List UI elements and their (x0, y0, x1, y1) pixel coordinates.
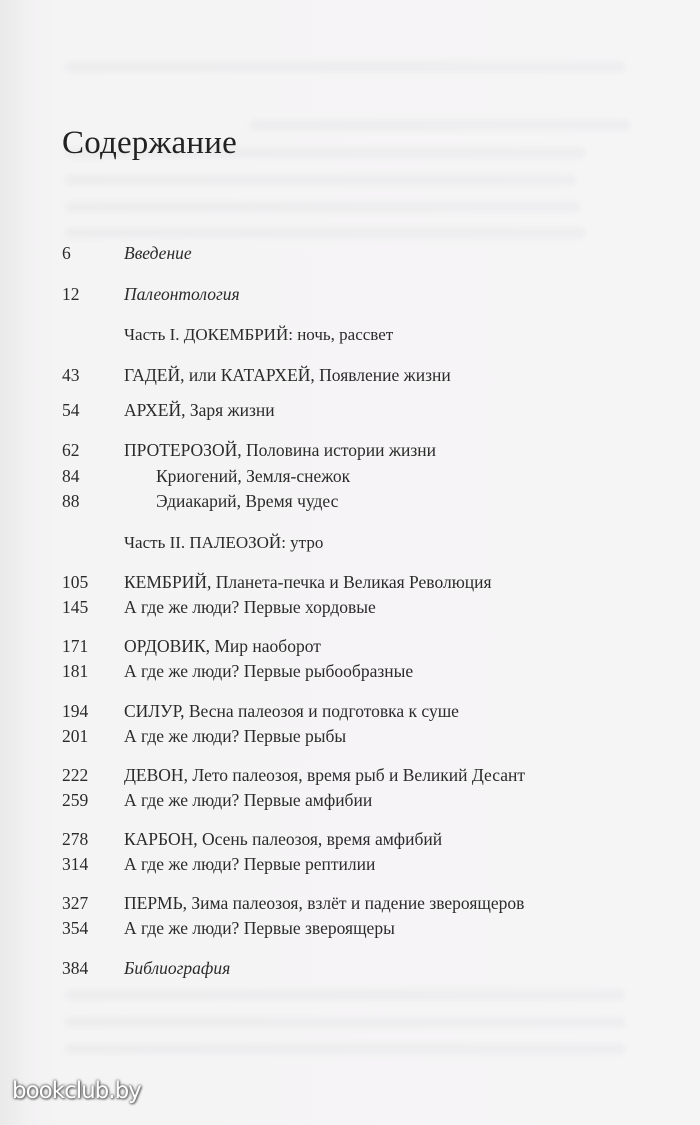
toc-page-number: 384 (62, 958, 89, 978)
show-through-text (65, 228, 585, 238)
toc-title: Введение (124, 243, 192, 263)
toc-subentry (62, 466, 350, 486)
toc-page-number: 145 (62, 597, 89, 617)
toc-page-number: 201 (62, 726, 89, 746)
toc-title: ДЕВОН, Лето палеозоя, время рыб и Великий Десант (124, 765, 526, 785)
show-through-text (65, 990, 625, 1000)
toc-title: Часть I. ДОКЕМБРИЙ: ночь, рассвет (124, 325, 394, 344)
watermark-logo: bookclub.by (12, 1078, 141, 1104)
toc-page-number: 181 (62, 661, 89, 681)
toc-page-number: 54 (62, 400, 80, 420)
toc-page-number: 222 (62, 765, 89, 785)
show-through-text (65, 1017, 625, 1027)
toc-part-heading (62, 324, 393, 345)
toc-title: А где же люди? Первые рыбы (124, 726, 347, 746)
toc-entry (62, 958, 230, 978)
toc-title: А где же люди? Первые хордовые (124, 597, 376, 617)
toc-page-number: 171 (62, 636, 89, 656)
toc-title: А где же люди? Первые рептилии (124, 854, 376, 874)
toc-entry (62, 893, 524, 913)
toc-page-number: 105 (62, 572, 89, 592)
toc-entry (62, 661, 413, 681)
toc-entry (62, 765, 525, 785)
toc-title: СИЛУР, Весна палеозоя и подготовка к суше (124, 701, 459, 721)
page-title: Содержание (62, 125, 237, 162)
toc-page-number: 43 (62, 365, 80, 385)
toc-title: КАРБОН, Осень палеозоя, время амфибий (124, 829, 443, 849)
toc-entry (62, 829, 442, 849)
toc-page-number: 194 (62, 701, 89, 721)
toc-page-number: 84 (62, 466, 80, 486)
toc-page-number: 62 (62, 440, 80, 460)
toc-title: Криогений, Земля-снежок (156, 466, 351, 486)
toc-page-number: 278 (62, 829, 89, 849)
toc-entry (62, 243, 192, 263)
toc-entry (62, 726, 346, 746)
toc-title: А где же люди? Первые рыбообразные (124, 661, 414, 681)
toc-subentry (62, 491, 338, 511)
toc-entry (62, 365, 451, 385)
toc-entry (62, 790, 372, 810)
toc-title: АРХЕЙ, Заря жизни (124, 400, 275, 420)
toc-title: А где же люди? Первые звероящеры (124, 918, 395, 938)
toc-title: КЕМБРИЙ, Планета-печка и Великая Революция (124, 572, 492, 592)
show-through-text (65, 1044, 625, 1054)
toc-page-number: 354 (62, 918, 89, 938)
toc-entry (62, 918, 395, 938)
toc-entry (62, 636, 321, 656)
toc-entry (62, 572, 492, 592)
toc-title: Эдиакарий, Время чудес (156, 491, 339, 511)
toc-page-number: 259 (62, 790, 89, 810)
toc-entry (62, 400, 275, 420)
toc-page-number: 6 (62, 243, 71, 263)
toc-entry (62, 440, 436, 460)
toc-page-number: 12 (62, 284, 80, 304)
show-through-text (65, 202, 580, 212)
toc-entry (62, 284, 240, 304)
toc-page-number: 314 (62, 854, 89, 874)
toc-entry (62, 597, 376, 617)
toc-page-number: 327 (62, 893, 89, 913)
toc-title: ПЕРМЬ, Зима палеозоя, взлёт и падение звероящеров (124, 893, 525, 913)
show-through-text (65, 175, 575, 185)
toc-title: Часть II. ПАЛЕОЗОЙ: утро (124, 533, 324, 552)
show-through-text (65, 62, 625, 72)
toc-page-number: 88 (62, 491, 80, 511)
toc-title: Палеонтология (124, 284, 240, 304)
toc-entry (62, 701, 459, 721)
toc-title: А где же люди? Первые амфибии (124, 790, 373, 810)
toc-title: ГАДЕЙ, или КАТАРХЕЙ, Появление жизни (124, 365, 451, 385)
show-through-text (250, 120, 630, 130)
toc-entry (62, 854, 375, 874)
toc-part-heading (62, 532, 323, 553)
toc-title: Библиография (124, 958, 231, 978)
toc-title: ОРДОВИК, Мир наоборот (124, 636, 321, 656)
toc-title: ПРОТЕРОЗОЙ, Половина истории жизни (124, 440, 437, 460)
